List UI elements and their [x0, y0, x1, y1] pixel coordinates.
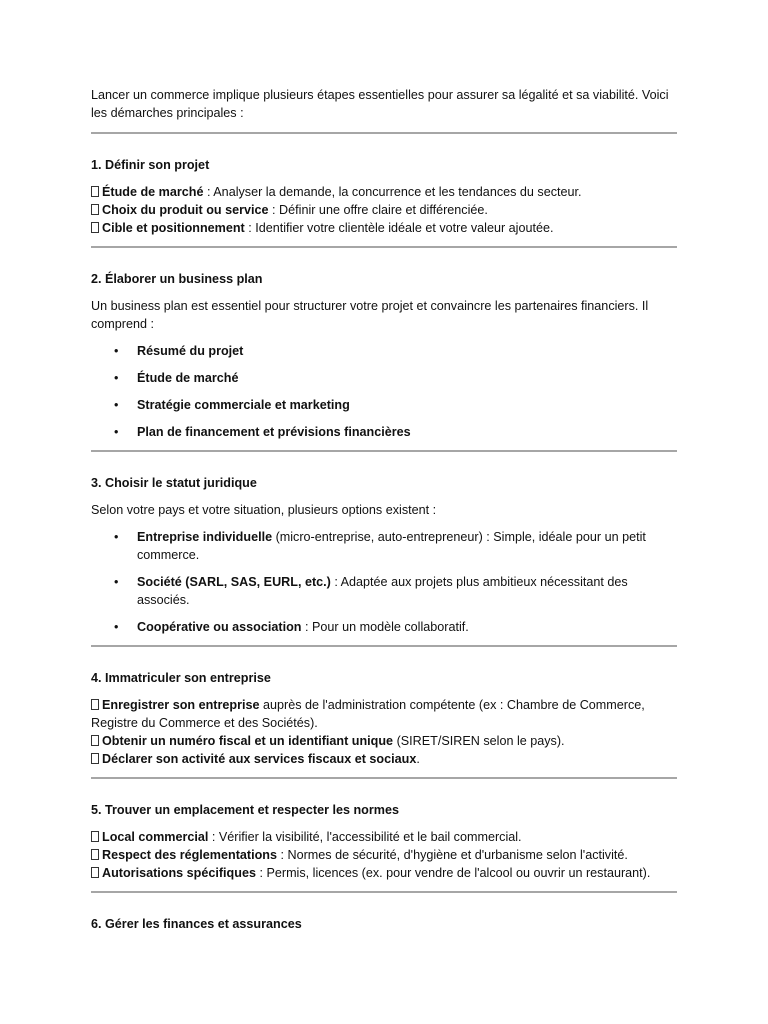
- section-items: [91, 828, 677, 882]
- intro-paragraph: Lancer un commerce implique plusieurs étapes essentielles pour assurer sa légalité et sa viabilité. Voici les démarches principales :: [91, 88, 669, 120]
- missing-glyph-icon: [91, 204, 99, 215]
- bullet-item: • Société (SARL, SAS, EURL, etc.) : Adaptée aux projets plus ambitieux nécessitant des associés.: [137, 573, 677, 609]
- section-items: [91, 183, 677, 237]
- section-paragraph: Selon votre pays et votre situation, plusieurs options existent :: [91, 503, 437, 517]
- section-divider: [91, 777, 677, 779]
- list-item: Local commercial : Vérifier la visibilité, l'accessibilité et le bail commercial.: [91, 828, 677, 846]
- bullet-list: [91, 528, 677, 636]
- missing-glyph-icon: [91, 753, 99, 764]
- section-heading: 3. Choisir le statut juridique: [91, 476, 257, 490]
- list-item: Respect des réglementations : Normes de sécurité, d'hygiène et d'urbanisme selon l'activité.: [91, 846, 677, 864]
- section-divider: [91, 450, 677, 452]
- missing-glyph-icon: [91, 699, 99, 710]
- section-items: [91, 696, 677, 768]
- missing-glyph-icon: [91, 849, 99, 860]
- bullet-item: • Entreprise individuelle (micro-entreprise, auto-entrepreneur) : Simple, idéale pour un petit commerce.: [137, 528, 677, 564]
- section-paragraph: Un business plan est essentiel pour structurer votre projet et convaincre les partenaires financiers. Il comprend :: [91, 299, 649, 331]
- document-body: [91, 86, 677, 942]
- list-item: Obtenir un numéro fiscal et un identifiant unique (SIRET/SIREN selon le pays).: [91, 732, 677, 750]
- bullet-item: • Coopérative ou association : Pour un modèle collaboratif.: [137, 618, 677, 636]
- list-item: Enregistrer son entreprise auprès de l'administration compétente (ex : Chambre de Commerce, Registre du Commerce et des Sociétés).: [91, 698, 645, 730]
- missing-glyph-icon: [91, 186, 99, 197]
- section-divider: [91, 891, 677, 893]
- section-divider: [91, 132, 677, 134]
- section-heading: 6. Gérer les finances et assurances: [91, 917, 302, 931]
- section-divider: [91, 246, 677, 248]
- bullet-item: • Résumé du projet: [137, 342, 677, 360]
- section-heading: 4. Immatriculer son entreprise: [91, 671, 271, 685]
- list-item: Déclarer son activité aux services fiscaux et sociaux.: [91, 750, 677, 768]
- list-item: Étude de marché : Analyser la demande, la concurrence et les tendances du secteur.: [91, 183, 677, 201]
- bullet-item: • Plan de financement et prévisions financières: [137, 423, 677, 441]
- section-divider: [91, 645, 677, 647]
- list-item: Autorisations spécifiques : Permis, licences (ex. pour vendre de l'alcool ou ouvrir un restaurant).: [91, 864, 677, 882]
- list-item: Cible et positionnement : Identifier votre clientèle idéale et votre valeur ajoutée.: [91, 219, 677, 237]
- bullet-item: • Étude de marché: [137, 369, 677, 387]
- section-heading: 5. Trouver un emplacement et respecter les normes: [91, 803, 399, 817]
- bullet-list: [91, 342, 677, 441]
- missing-glyph-icon: [91, 735, 99, 746]
- section-heading: 1. Définir son projet: [91, 158, 210, 172]
- missing-glyph-icon: [91, 222, 99, 233]
- list-item: Choix du produit ou service : Définir une offre claire et différenciée.: [91, 201, 677, 219]
- section-heading: 2. Élaborer un business plan: [91, 272, 263, 286]
- bullet-item: • Stratégie commerciale et marketing: [137, 396, 677, 414]
- missing-glyph-icon: [91, 867, 99, 878]
- missing-glyph-icon: [91, 831, 99, 842]
